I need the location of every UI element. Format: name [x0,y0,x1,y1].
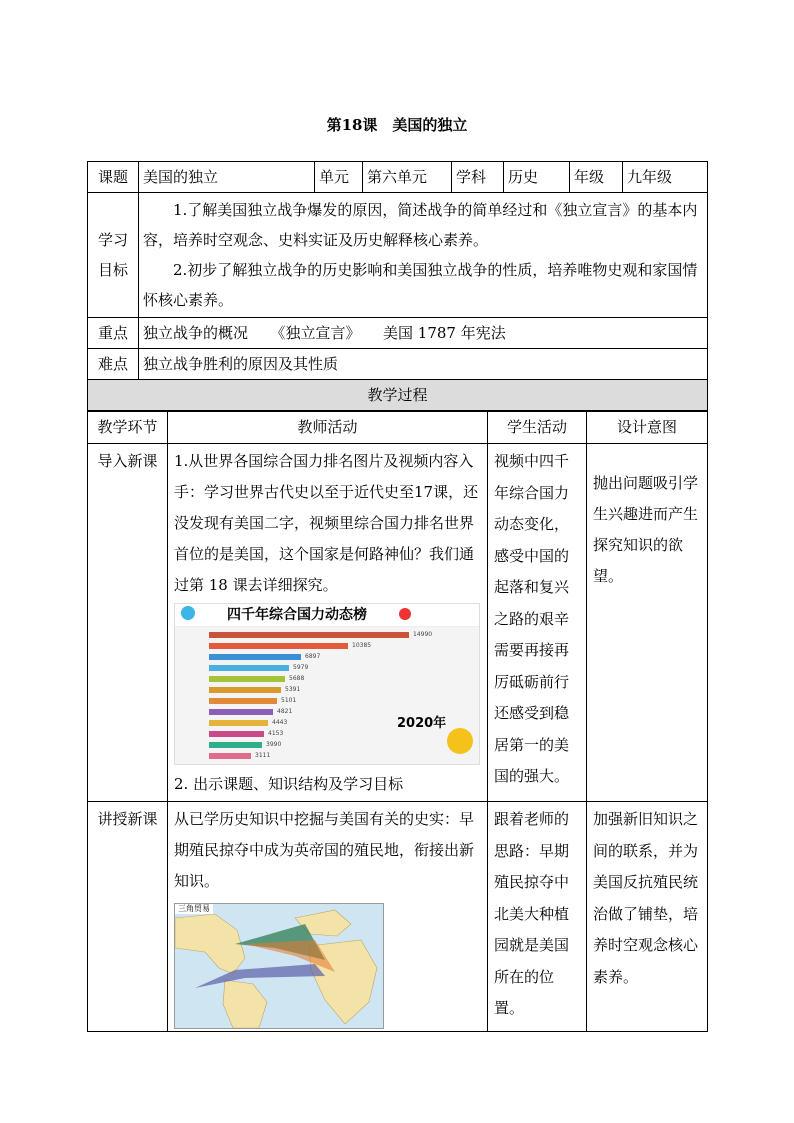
stage-new: 讲授新课 [88,802,168,1032]
ranking-bar [209,731,264,737]
image-year: 2020年 [397,716,447,731]
grade-label: 年级 [570,162,623,193]
table-row [88,802,708,1032]
goal-2: 2.初步了解独立战争的历史影响和美国独立战争的性质，培养唯物史观和家国情怀核心素养。 [143,261,698,309]
teacher-activity-3: 从已学历史知识中挖掘与美国有关的史实：早期殖民掠夺中成为英帝国的殖民地，衔接出新知识。 [174,810,475,890]
ranking-bar [209,742,262,748]
ranking-bar-value: 4821 [277,708,293,715]
ranking-bar [209,665,289,671]
lesson-info-table [87,161,708,411]
ranking-bar [209,720,268,726]
process-heading: 教学过程 [88,380,708,411]
goal-1: 1.了解美国独立战争爆发的原因，简述战争的简单经过和《独立宣言》的基本内容，培养时空观念、史料实证及历史解释核心素养。 [143,201,698,249]
unit-label: 单元 [315,162,363,193]
stage-intro: 导入新课 [88,444,168,802]
teacher-activity-2: 2. 出示课题、知识结构及学习目标 [174,775,404,793]
ranking-bar-value: 3111 [255,752,271,759]
design-intent-intro: 抛出问题吸引学生兴趣进而产生探究知识的欲望。 [587,444,708,802]
ranking-bar-value: 14990 [413,631,433,638]
subject-label: 学科 [452,162,504,193]
page-title: 第18课 美国的独立 [326,116,468,134]
grade-value: 九年级 [623,162,708,193]
ranking-bar-value: 4443 [272,719,288,726]
col-stage: 教学环节 [88,412,168,444]
teacher-activity-1: 1.从世界各国综合国力排名图片及视频内容入手：学习世界古代史以至于近代史至17课，还没发现有美国二字，视频里综合国力排名世界首位的是美国，这个国家是何路神仙？我们通过第 18 课去详细探究。 [174,452,479,594]
topic-value: 美国的独立 [139,162,315,193]
col-student: 学生活动 [488,412,587,444]
ranking-bar-value: 10385 [352,642,372,649]
table-row [88,444,708,802]
subject-value: 历史 [504,162,570,193]
unit-value: 第六单元 [363,162,452,193]
smiley-icon [447,728,473,754]
process-table [87,411,708,1032]
ranking-bar [209,676,285,682]
ranking-bar-value: 5391 [285,686,301,693]
ranking-bar [209,698,277,704]
play-icon [399,608,411,620]
logo-icon [181,606,195,620]
key-points: 独立战争的概况 《独立宣言》 美国 1787 年宪法 [139,318,708,349]
image-title: 四千年综合国力动态榜 [227,607,367,623]
triangle-trade-map [174,903,384,1029]
goals-label: 学习目标 [88,193,139,318]
power-ranking-image [174,603,480,765]
ranking-bar-value: 4153 [268,730,284,737]
ranking-bar [209,654,301,660]
student-activity-new: 跟着老师的思路：早期殖民掠夺中北美大种植园就是美国所在的位置。 [488,802,587,1032]
map-label: 三角贸易 [175,904,213,914]
ranking-bar-value: 5979 [293,664,309,671]
ranking-bar [209,753,251,759]
difficult-points: 独立战争胜利的原因及其性质 [139,349,708,380]
ranking-bar [209,709,273,715]
col-intent: 设计意图 [587,412,708,444]
difficult-label: 难点 [88,349,139,380]
col-teacher: 教师活动 [168,412,488,444]
map-shapes [175,904,383,1028]
ranking-bar-value: 5101 [281,697,297,704]
ranking-bar [209,632,409,638]
ranking-bar [209,687,281,693]
ranking-bar-value: 3990 [266,741,282,748]
ranking-bar-value: 5688 [289,675,305,682]
ranking-bar [209,643,348,649]
design-intent-new: 加强新旧知识之间的联系，并为美国反抗殖民统治做了铺垫，培养时空观念核心素养。 [587,802,708,1032]
topic-label: 课题 [88,162,139,193]
key-label: 重点 [88,318,139,349]
ranking-bar-value: 6897 [305,653,321,660]
student-activity-intro: 视频中四千年综合国力动态变化，感受中国的起落和复兴之路的艰辛需要再接再厉砥砺前行还感受到稳居第一的美国的强大。 [488,444,587,802]
